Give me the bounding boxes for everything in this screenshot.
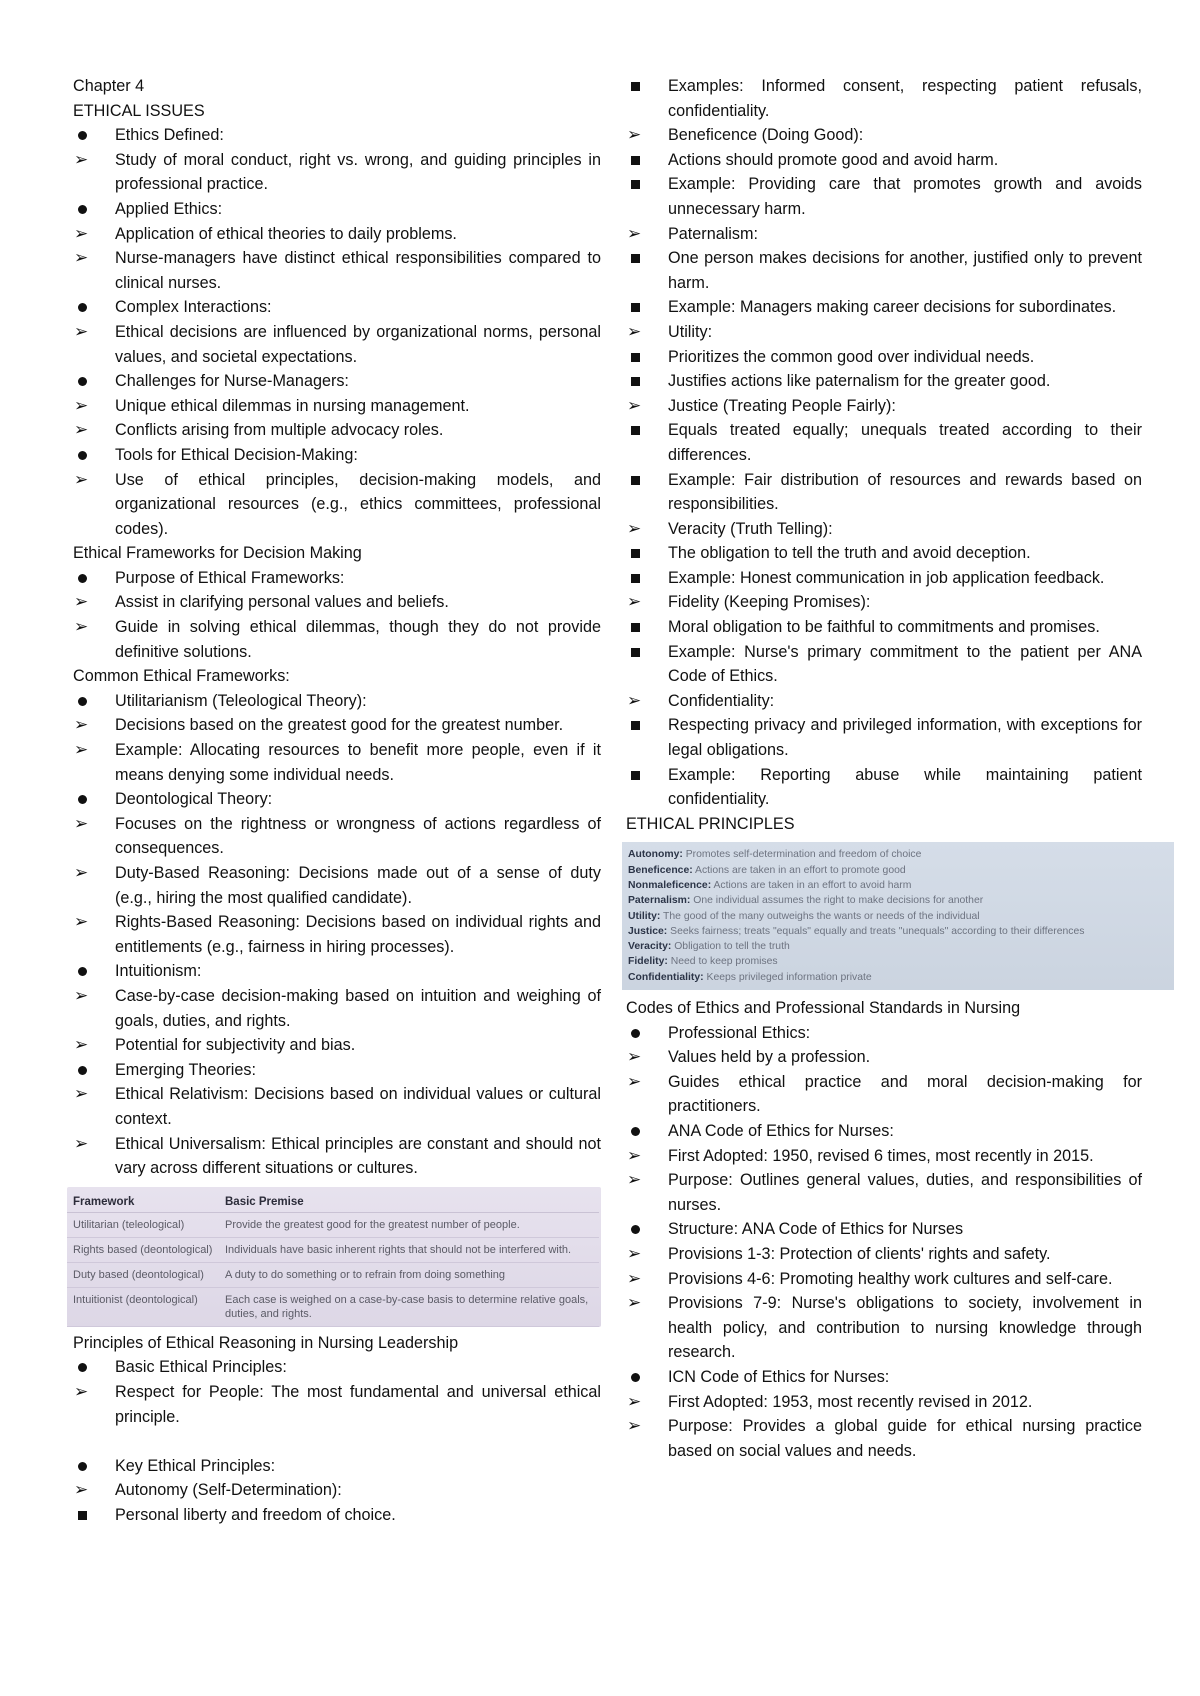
list-item — [73, 1380, 601, 1429]
item-text: Codes of Ethics and Professional Standards in Nursing — [626, 999, 1021, 1018]
list-item — [73, 738, 601, 787]
principle-term: Justice: — [628, 925, 668, 937]
list-item — [626, 541, 1142, 566]
arrow-bullet-icon: ➢ — [74, 863, 89, 882]
item-text: Autonomy (Self-Determination): — [115, 1481, 342, 1500]
item-text: Ethics Defined: — [115, 126, 224, 145]
list-item — [626, 1144, 1142, 1169]
arrow-bullet-icon: ➢ — [74, 223, 89, 243]
item-text: Focuses on the rightness or wrongness of actions regardless of consequences. — [115, 814, 601, 858]
list-item — [626, 1045, 1142, 1070]
list-item — [626, 320, 1142, 345]
framework-cell: Duty based (deontological) — [67, 1262, 219, 1287]
principle-term: Nonmaleficence: — [628, 880, 712, 891]
item-text: Provisions 7-9: Nurse's obligations to society, involvement in health policy, and contribution to nursing knowledge through research. — [668, 1294, 1142, 1362]
list-item — [626, 1168, 1142, 1217]
premise-cell: Each case is weighed on a case-by-case basis to determine relative goals, duties, and rights. — [219, 1287, 599, 1326]
item-text: Guide in solving ethical dilemmas, though they do not provide definitive solutions. — [115, 618, 601, 661]
item-text: Ethical Universalism: Ethical principles are constant and should not vary across different situations or cultures. — [115, 1134, 601, 1178]
item-text: Personal liberty and freedom of choice. — [115, 1505, 396, 1524]
item-text: Beneficence (Doing Good): — [668, 126, 864, 145]
item-text: Potential for subjectivity and bias. — [115, 1036, 356, 1055]
heading-line — [73, 541, 601, 566]
item-text: The obligation to tell the truth and avoid deception. — [668, 544, 1031, 563]
item-text: Guides ethical practice and moral decision-making for practitioners. — [668, 1072, 1142, 1116]
framework-cell: Intuitionist (deontological) — [67, 1287, 219, 1326]
arrow-bullet-icon: ➢ — [74, 1035, 89, 1055]
item-text: Purpose of Ethical Frameworks: — [115, 568, 345, 587]
list-item — [73, 443, 601, 468]
principle-line — [628, 970, 1168, 985]
list-item — [73, 1058, 601, 1083]
item-text: Use of ethical principles, decision-making models, and organizational resources (e.g., ethics committees, professional codes). — [115, 470, 601, 538]
list-item — [73, 910, 601, 959]
arrow-bullet-icon: ➢ — [74, 985, 89, 1005]
principle-term: Paternalism: — [628, 895, 691, 907]
item-text: First Adopted: 1953, most recently revised in 2012. — [668, 1392, 1033, 1411]
list-item — [73, 197, 601, 222]
principle-definition: Keeps privileged information private — [706, 971, 872, 983]
list-item — [626, 246, 1142, 295]
framework-cell: Utilitarian (teleological) — [67, 1212, 219, 1237]
principle-term: Confidentiality: — [628, 971, 704, 983]
list-item — [626, 468, 1142, 517]
list-item — [73, 295, 601, 320]
item-text: Ethical Frameworks for Decision Making — [73, 544, 362, 563]
heading-line — [626, 812, 1142, 837]
arrow-bullet-icon: ➢ — [74, 1133, 89, 1153]
arrow-bullet-icon: ➢ — [74, 912, 89, 932]
list-item — [73, 468, 601, 542]
heading-line — [73, 1331, 601, 1356]
arrow-bullet-icon: ➢ — [627, 395, 642, 415]
item-text: Respecting privacy and privileged information, with exceptions for legal obligations. — [668, 716, 1142, 760]
list-item — [626, 713, 1142, 762]
list-item — [626, 172, 1142, 221]
list-item — [626, 689, 1142, 714]
framework-cell: Rights based (deontological) — [67, 1237, 219, 1262]
item-text: Actions should promote good and avoid harm. — [668, 150, 999, 169]
list-item — [73, 984, 601, 1033]
item-text: Utilitarianism (Teleological Theory): — [115, 691, 367, 710]
principle-definition: Need to keep promises — [670, 956, 778, 968]
principle-line — [628, 878, 1168, 893]
premise-cell: Individuals have basic inherent rights that should not be interfered with. — [219, 1237, 599, 1262]
principle-definition: Actions are taken in an effort to promote good — [695, 864, 906, 876]
item-text: Challenges for Nurse-Managers: — [115, 372, 349, 391]
arrow-bullet-icon: ➢ — [627, 1293, 642, 1313]
basic-premise-header-cell: Basic Premise — [219, 1187, 599, 1213]
heading-line — [73, 664, 601, 689]
item-text: Example: Providing care that promotes growth and avoids unnecessary harm. — [668, 175, 1142, 218]
arrow-bullet-icon: ➢ — [627, 1145, 642, 1165]
arrow-bullet-icon: ➢ — [74, 248, 89, 268]
arrow-bullet-icon: ➢ — [627, 690, 642, 710]
list-item — [73, 861, 601, 910]
arrow-bullet-icon: ➢ — [627, 125, 642, 145]
list-item — [73, 148, 601, 197]
arrow-bullet-icon: ➢ — [74, 321, 89, 341]
item-text: First Adopted: 1950, revised 6 times, most recently in 2015. — [668, 1146, 1094, 1165]
item-text: Rights-Based Reasoning: Decisions based on individual rights and entitlements (e.g., fairness in hiring processes). — [115, 913, 601, 956]
framework-table-figure — [67, 1187, 601, 1327]
left-after-list — [73, 1331, 601, 1528]
item-text: Prioritizes the common good over individual needs. — [668, 347, 1035, 366]
item-text: Application of ethical theories to daily problems. — [115, 224, 457, 243]
list-item — [73, 1503, 601, 1528]
arrow-bullet-icon: ➢ — [74, 1480, 89, 1500]
list-item — [626, 1021, 1142, 1046]
item-text: Ethical decisions are influenced by organizational norms, personal values, and societal expectations. — [115, 322, 601, 366]
item-text: Structure: ANA Code of Ethics for Nurses — [668, 1220, 964, 1239]
item-text: Decisions based on the greatest good for the greatest number. — [115, 716, 564, 735]
arrow-bullet-icon: ➢ — [74, 617, 89, 637]
arrow-bullet-icon: ➢ — [627, 1047, 642, 1067]
item-text: Tools for Ethical Decision-Making: — [115, 445, 358, 464]
item-text: Unique ethical dilemmas in nursing management. — [115, 396, 470, 415]
item-text: Ethical Relativism: Decisions based on individual values or cultural context. — [115, 1085, 601, 1128]
list-item — [73, 1082, 601, 1131]
arrow-bullet-icon: ➢ — [74, 149, 89, 169]
list-item — [626, 1291, 1142, 1365]
list-item — [73, 1355, 601, 1380]
list-item — [626, 1242, 1142, 1267]
item-text: Assist in clarifying personal values and beliefs. — [115, 593, 449, 612]
arrow-bullet-icon: ➢ — [74, 395, 89, 415]
principle-definition: The good of the many outweighs the wants or needs of the individual — [663, 910, 980, 922]
list-item — [626, 1365, 1142, 1390]
heading-line — [626, 996, 1142, 1021]
list-item — [626, 295, 1142, 320]
table-row — [67, 1287, 599, 1326]
list-item — [626, 763, 1142, 812]
item-text: Chapter 4 — [73, 77, 145, 95]
list-item — [626, 345, 1142, 370]
item-text: Example: Honest communication in job application feedback. — [668, 568, 1105, 587]
list-item — [626, 74, 1142, 123]
list-item — [626, 148, 1142, 173]
item-text: Intuitionism: — [115, 962, 202, 981]
item-text: Purpose: Outlines general values, duties, and responsibilities of nurses. — [668, 1171, 1142, 1214]
list-item — [73, 812, 601, 861]
item-text: Nurse-managers have distinct ethical responsibilities compared to clinical nurses. — [115, 249, 601, 292]
list-item — [626, 394, 1142, 419]
arrow-bullet-icon: ➢ — [74, 740, 89, 760]
table-row — [67, 1237, 599, 1262]
item-text: Example: Reporting abuse while maintaining patient confidentiality. — [668, 765, 1142, 809]
left-column — [73, 74, 601, 1527]
item-text: Confidentiality: — [668, 691, 775, 710]
item-text: ETHICAL PRINCIPLES — [626, 814, 795, 833]
arrow-bullet-icon: ➢ — [74, 1381, 89, 1401]
list-item — [73, 222, 601, 247]
arrow-bullet-icon: ➢ — [627, 1071, 642, 1091]
item-text: Example: Allocating resources to benefit more people, even if it means denying some individual needs. — [115, 741, 601, 784]
arrow-bullet-icon: ➢ — [627, 518, 642, 538]
heading-line — [73, 99, 601, 124]
list-item — [73, 566, 601, 591]
arrow-bullet-icon: ➢ — [74, 715, 89, 735]
principle-term: Beneficence: — [628, 864, 693, 876]
item-text: Justifies actions like paternalism for the greater good. — [668, 372, 1051, 391]
list-item — [73, 713, 601, 738]
heading-line — [73, 74, 601, 99]
arrow-bullet-icon: ➢ — [74, 1084, 89, 1104]
principle-term: Veracity: — [628, 941, 672, 953]
item-text: Veracity (Truth Telling): — [668, 519, 833, 538]
item-text: Example: Managers making career decisions for subordinates. — [668, 298, 1117, 317]
item-text: Basic Ethical Principles: — [115, 1358, 287, 1377]
item-text: Example: Fair distribution of resources and rewards based on responsibilities. — [668, 470, 1142, 514]
principle-line — [628, 954, 1168, 969]
item-text: Professional Ethics: — [668, 1023, 811, 1042]
item-text: Study of moral conduct, right vs. wrong, and guiding principles in professional practice. — [115, 150, 601, 194]
list-item — [73, 1033, 601, 1058]
arrow-bullet-icon: ➢ — [627, 321, 642, 341]
list-item — [73, 787, 601, 812]
item-text: Provisions 1-3: Protection of clients' rights and safety. — [668, 1245, 1051, 1264]
item-text: Justice (Treating People Fairly): — [668, 396, 896, 415]
principle-definition: Seeks fairness; treats "equals" equally and treats "unequals" according to their differences — [670, 925, 1085, 937]
principle-definition: Obligation to tell the truth — [674, 941, 790, 953]
list-item — [73, 590, 601, 615]
list-item — [626, 517, 1142, 542]
arrow-bullet-icon: ➢ — [74, 420, 89, 440]
list-item — [73, 959, 601, 984]
arrow-bullet-icon: ➢ — [627, 1416, 642, 1436]
list-item — [73, 1478, 601, 1503]
principle-term: Autonomy: — [628, 849, 683, 861]
item-text: Equals treated equally; unequals treated according to their differences. — [668, 421, 1142, 464]
item-text: Deontological Theory: — [115, 790, 273, 809]
table-row — [67, 1212, 599, 1237]
item-text: Values held by a profession. — [668, 1048, 871, 1067]
item-text: Provisions 4-6: Promoting healthy work cultures and self-care. — [668, 1269, 1113, 1288]
arrow-bullet-icon: ➢ — [627, 1244, 642, 1264]
list-item — [626, 1217, 1142, 1242]
list-item — [626, 1390, 1142, 1415]
list-item — [626, 590, 1142, 615]
right-column — [626, 74, 1142, 1463]
principle-term: Fidelity: — [628, 956, 668, 968]
item-text: Moral obligation to be faithful to commitments and promises. — [668, 618, 1100, 637]
list-item — [73, 246, 601, 295]
list-item — [626, 615, 1142, 640]
item-text: Applied Ethics: — [115, 199, 223, 218]
item-text: One person makes decisions for another, justified only to prevent harm. — [668, 249, 1142, 292]
premise-cell: Provide the greatest good for the greatest number of people. — [219, 1212, 599, 1237]
ethical-principles-figure — [622, 842, 1174, 990]
list-item — [73, 1454, 601, 1479]
premise-cell: A duty to do something or to refrain from doing something — [219, 1262, 599, 1287]
framework-header-cell: Framework — [67, 1187, 219, 1213]
list-item — [626, 566, 1142, 591]
list-item — [73, 394, 601, 419]
table-row — [67, 1262, 599, 1287]
principle-line — [628, 847, 1168, 862]
item-text: Duty-Based Reasoning: Decisions made out of a sense of duty (e.g., hiring the most qualified candidate). — [115, 864, 601, 907]
item-text: Example: Nurse's primary commitment to the patient per ANA Code of Ethics. — [668, 642, 1142, 686]
item-text: Common Ethical Frameworks: — [73, 667, 290, 686]
item-text: Complex Interactions: — [115, 298, 272, 317]
list-item — [73, 123, 601, 148]
list-item — [73, 320, 601, 369]
principle-line — [628, 863, 1168, 878]
item-text: Conflicts arising from multiple advocacy roles. — [115, 421, 444, 440]
item-text: Purpose: Provides a global guide for ethical nursing practice based on social values and needs. — [668, 1417, 1142, 1460]
principle-definition: One individual assumes the right to make decisions for another — [693, 895, 984, 907]
right-after-list — [626, 996, 1142, 1463]
list-item — [626, 1070, 1142, 1119]
principle-line — [628, 909, 1168, 924]
right-list — [626, 74, 1142, 836]
left-list — [73, 74, 601, 1181]
item-text: ICN Code of Ethics for Nurses: — [668, 1367, 890, 1386]
arrow-bullet-icon: ➢ — [74, 592, 89, 612]
framework-table — [67, 1187, 599, 1327]
item-text: Fidelity (Keeping Promises): — [668, 593, 871, 612]
item-text: Case-by-case decision-making based on intuition and weighing of goals, duties, and rights. — [115, 986, 601, 1030]
item-text: Emerging Theories: — [115, 1060, 256, 1079]
arrow-bullet-icon: ➢ — [627, 1170, 642, 1190]
list-item — [73, 369, 601, 394]
principle-line — [628, 893, 1168, 908]
arrow-bullet-icon: ➢ — [74, 813, 89, 833]
list-item — [626, 369, 1142, 394]
list-item — [626, 1414, 1142, 1463]
list-item — [626, 418, 1142, 467]
arrow-bullet-icon: ➢ — [627, 592, 642, 612]
arrow-bullet-icon: ➢ — [627, 1391, 642, 1411]
principle-definition: Promotes self-determination and freedom of choice — [685, 849, 922, 861]
principle-definition: Actions are taken in an effort to avoid harm — [713, 880, 912, 891]
list-item — [626, 640, 1142, 689]
item-text: Key Ethical Principles: — [115, 1456, 276, 1475]
arrow-bullet-icon: ➢ — [74, 469, 89, 489]
framework-table-header — [67, 1187, 599, 1213]
arrow-bullet-icon: ➢ — [627, 1268, 642, 1288]
item-text: Paternalism: — [668, 224, 758, 243]
list-item — [626, 222, 1142, 247]
item-text: ANA Code of Ethics for Nurses: — [668, 1122, 894, 1141]
list-item — [626, 123, 1142, 148]
list-item — [73, 689, 601, 714]
list-item — [73, 418, 601, 443]
list-item — [73, 615, 601, 664]
item-text: ETHICAL ISSUES — [73, 101, 205, 120]
principle-term: Utility: — [628, 910, 661, 922]
principle-line — [628, 939, 1168, 954]
item-text: Examples: Informed consent, respecting patient refusals, confidentiality. — [668, 77, 1142, 120]
list-item — [626, 1267, 1142, 1292]
arrow-bullet-icon: ➢ — [627, 223, 642, 243]
principle-line — [628, 924, 1168, 939]
item-text: Respect for People: The most fundamental and universal ethical principle. — [115, 1382, 601, 1426]
item-text: Utility: — [668, 322, 713, 341]
list-item — [626, 1119, 1142, 1144]
list-item — [73, 1132, 601, 1181]
item-text: Principles of Ethical Reasoning in Nursing Leadership — [73, 1333, 459, 1352]
